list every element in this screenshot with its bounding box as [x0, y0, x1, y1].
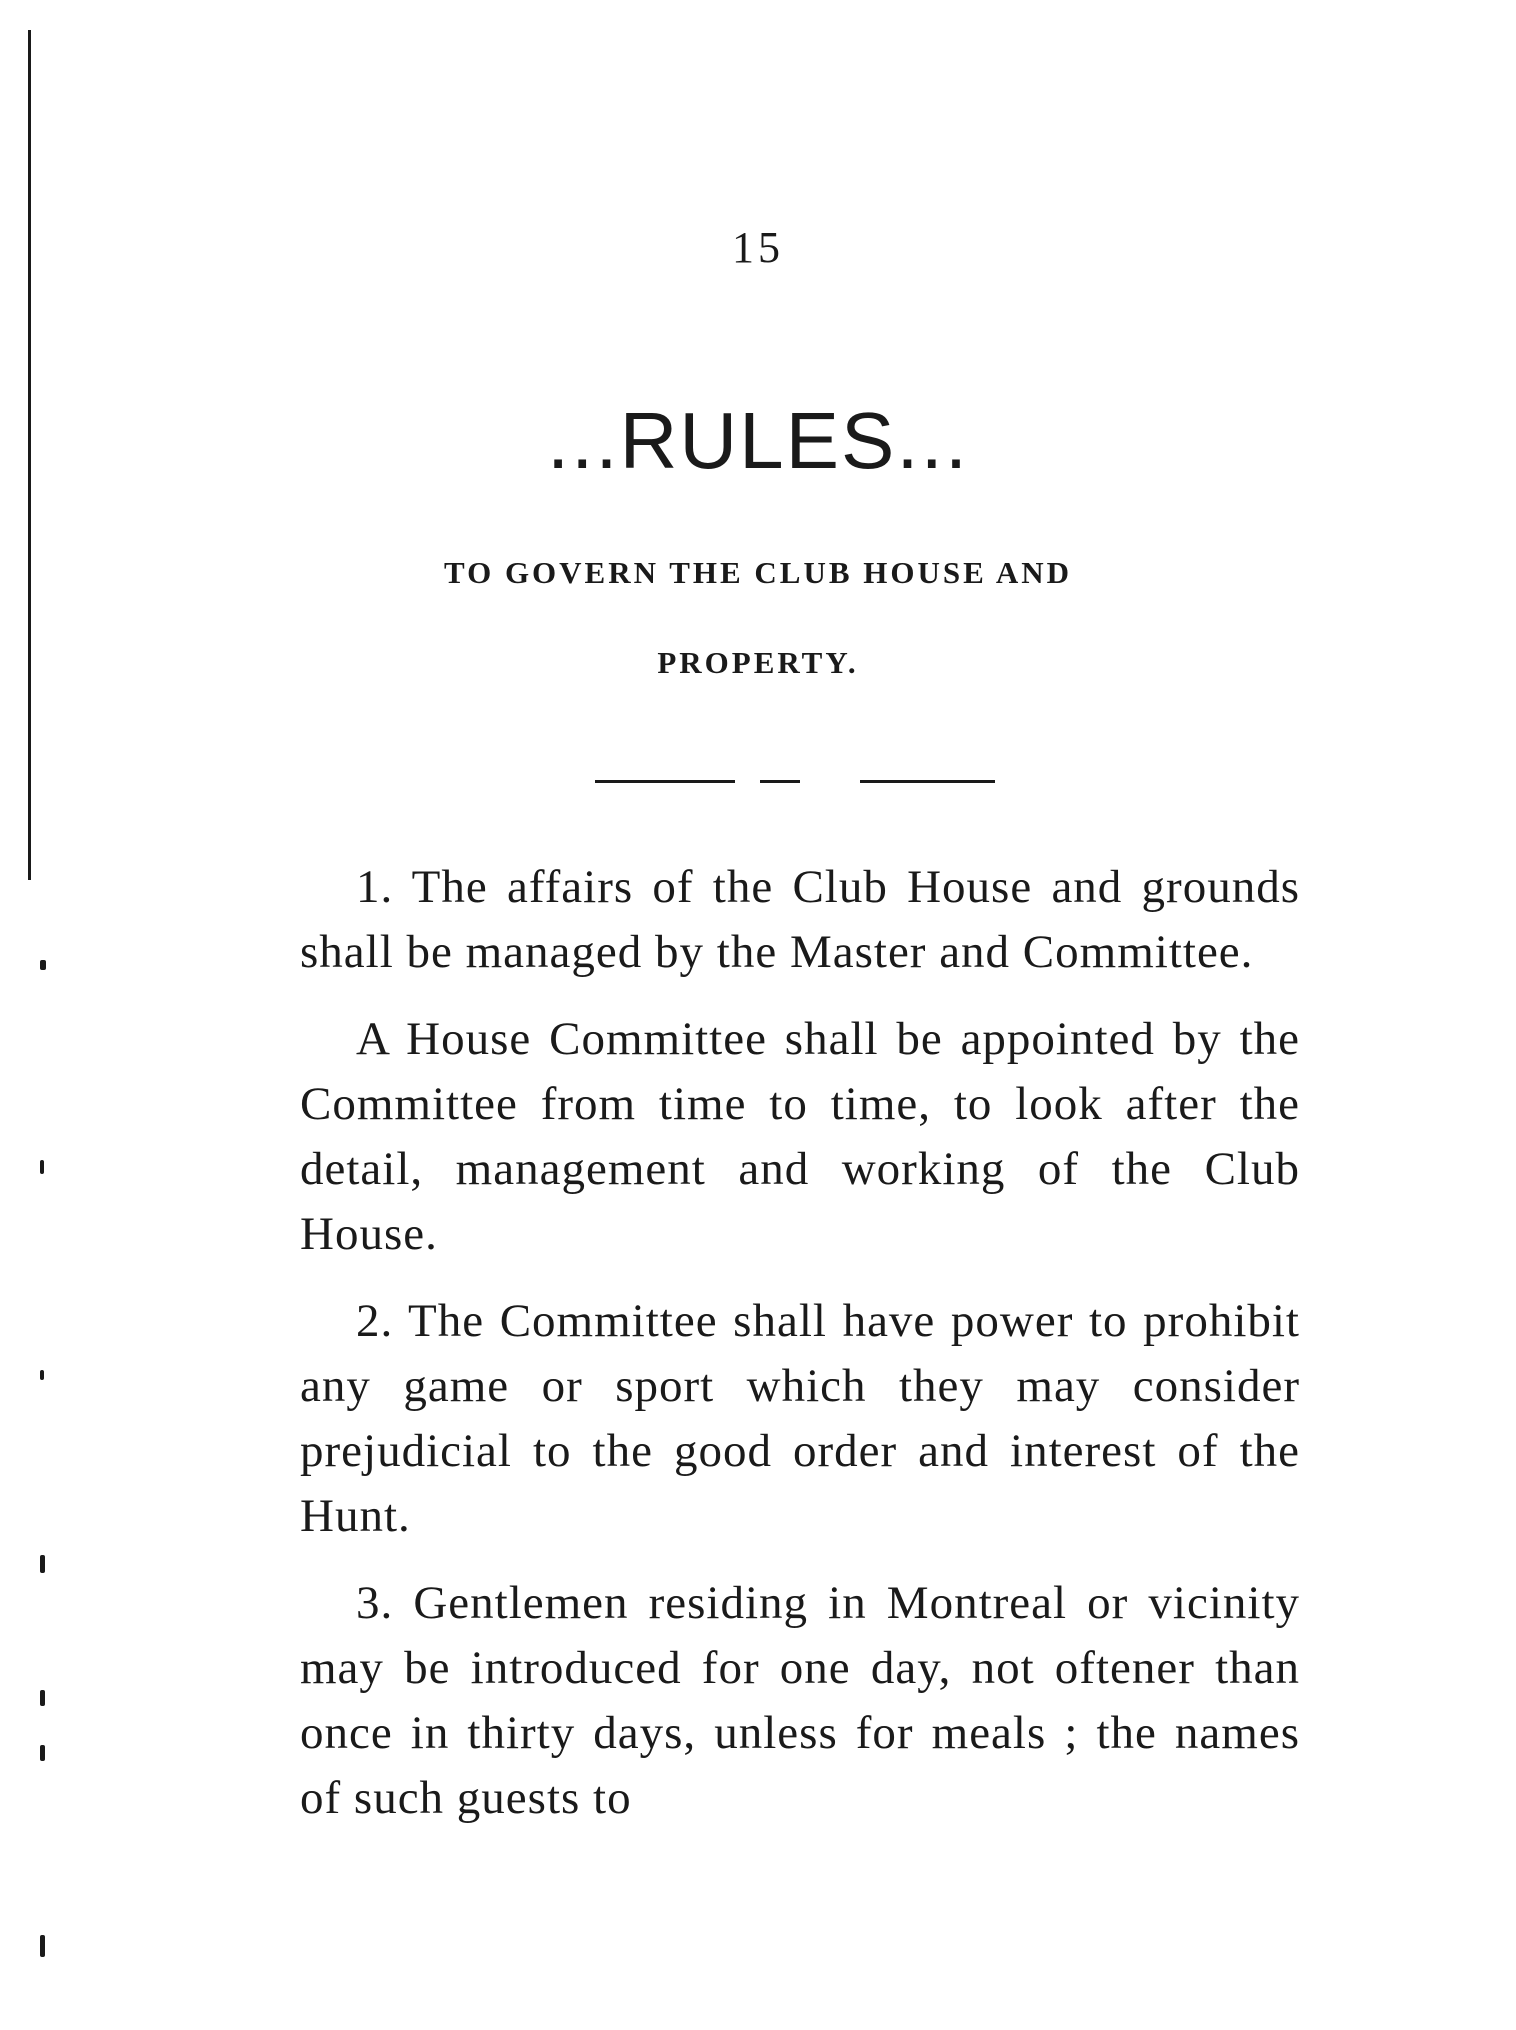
scan-mark: [40, 960, 46, 970]
scan-mark: [40, 1555, 45, 1573]
scan-mark: [40, 1370, 44, 1380]
scan-mark: [40, 1935, 45, 1957]
ornamental-divider: [760, 780, 800, 783]
rule-paragraph: 3. Gentlemen residing in Montreal or vicinity may be introduced for one day, not oftener than once in thirty days, unless for meals ; the names of such guests to: [300, 1577, 1300, 1824]
rule-paragraph: A House Committee shall be appointed by the Committee from time to time, to look after the detail, management and working of the Club House.: [300, 1013, 1300, 1260]
rule-paragraph: 2. The Committee shall have power to prohibit any game or sport which they may consider prejudicial to the good order and interest of the Hunt.: [300, 1295, 1300, 1542]
rules-body: [300, 855, 1300, 1853]
rule-paragraph: 1. The affairs of the Club House and grounds shall be managed by the Master and Committee.: [300, 861, 1300, 978]
scan-mark: [40, 1160, 44, 1174]
subtitle-line-2: PROPERTY.: [657, 645, 859, 680]
page-title: ...RULES...: [546, 396, 970, 485]
subtitle-line-1: TO GOVERN THE CLUB HOUSE AND: [443, 555, 1073, 590]
ornamental-divider: [860, 780, 995, 783]
page-number: 15: [732, 223, 784, 272]
scan-mark: [40, 1690, 45, 1706]
scan-mark: [40, 1745, 45, 1761]
ornamental-divider: [595, 780, 735, 783]
